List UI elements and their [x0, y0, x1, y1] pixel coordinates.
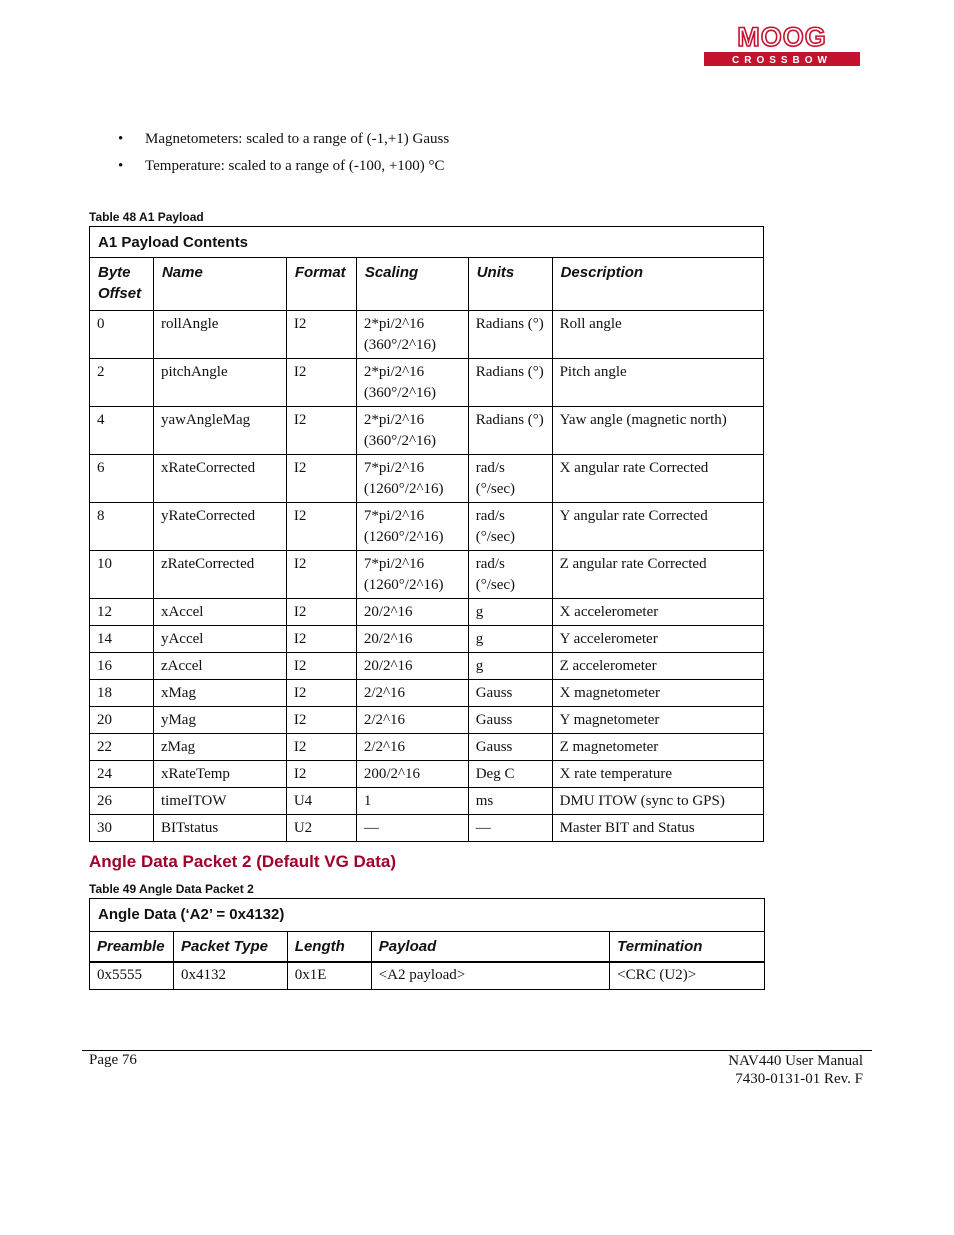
- table-cell: xRateCorrected: [153, 455, 286, 503]
- table-cell: 30: [90, 815, 154, 842]
- table-cell: I2: [286, 311, 356, 359]
- table-cell: I2: [286, 707, 356, 734]
- column-header: Preamble: [90, 932, 174, 963]
- table-row: [90, 962, 765, 990]
- svg-text:MOOG: MOOG: [737, 22, 827, 52]
- table-cell: yAccel: [153, 626, 286, 653]
- table-cell: 200/2^16: [356, 761, 468, 788]
- table-cell: 12: [90, 599, 154, 626]
- table-cell: zAccel: [153, 653, 286, 680]
- table-cell: I2: [286, 680, 356, 707]
- table-row: [90, 551, 764, 599]
- table-cell: rad/s (°/sec): [468, 551, 552, 599]
- table-cell: 10: [90, 551, 154, 599]
- table-cell: 2/2^16: [356, 707, 468, 734]
- bullet-text: Temperature: scaled to a range of (-100, +100) °C: [145, 158, 445, 174]
- section-heading: Angle Data Packet 2 (Default VG Data): [89, 852, 397, 871]
- table-row: [90, 707, 764, 734]
- column-header: Units: [468, 258, 552, 311]
- column-header: Description: [552, 258, 763, 311]
- manual-title: NAV440 User Manual: [728, 1053, 863, 1069]
- table-cell: 14: [90, 626, 154, 653]
- table-cell: X magnetometer: [552, 680, 763, 707]
- table-cell: zMag: [153, 734, 286, 761]
- table-cell: yRateCorrected: [153, 503, 286, 551]
- svg-text:CROSSBOW: CROSSBOW: [732, 55, 832, 66]
- column-header: Format: [286, 258, 356, 311]
- table-cell: 0x4132: [173, 962, 287, 990]
- table-cell: 26: [90, 788, 154, 815]
- table-cell: U4: [286, 788, 356, 815]
- table-cell: U2: [286, 815, 356, 842]
- bullet-list: [112, 128, 449, 182]
- table-cell: 22: [90, 734, 154, 761]
- table-cell: xMag: [153, 680, 286, 707]
- table-cell: 2/2^16: [356, 734, 468, 761]
- table-cell: rad/s (°/sec): [468, 503, 552, 551]
- table-cell: 2*pi/2^16 (360°/2^16): [356, 311, 468, 359]
- bullet-dot-icon: •: [118, 131, 124, 147]
- column-header: Length: [287, 932, 371, 963]
- table-row: [90, 359, 764, 407]
- column-header: Name: [153, 258, 286, 311]
- table-cell: 20/2^16: [356, 599, 468, 626]
- moog-crossbow-logo: [702, 22, 862, 68]
- table-cell: Y magnetometer: [552, 707, 763, 734]
- table-row: [90, 503, 764, 551]
- table-cell: 0: [90, 311, 154, 359]
- angle-data-packet-table: [89, 898, 765, 990]
- table-cell: 16: [90, 653, 154, 680]
- table-cell: Roll angle: [552, 311, 763, 359]
- table-cell: I2: [286, 626, 356, 653]
- bullet-item: [112, 155, 449, 182]
- table-cell: I2: [286, 761, 356, 788]
- column-header: Termination: [610, 932, 765, 963]
- footer-doc-info: [728, 1052, 863, 1088]
- table-cell: 20/2^16: [356, 653, 468, 680]
- table-cell: xRateTemp: [153, 761, 286, 788]
- table-cell: xAccel: [153, 599, 286, 626]
- table-cell: 20: [90, 707, 154, 734]
- table-cell: Y angular rate Corrected: [552, 503, 763, 551]
- table48-title: A1 Payload Contents: [90, 227, 764, 258]
- table-cell: 18: [90, 680, 154, 707]
- table-row: [90, 680, 764, 707]
- table-cell: Radians (°): [468, 311, 552, 359]
- column-header: Payload: [371, 932, 609, 963]
- table-cell: Yaw angle (magnetic north): [552, 407, 763, 455]
- table-cell: yawAngleMag: [153, 407, 286, 455]
- table-cell: g: [468, 626, 552, 653]
- table-cell: 7*pi/2^16 (1260°/2^16): [356, 455, 468, 503]
- table-cell: Master BIT and Status: [552, 815, 763, 842]
- table-cell: Gauss: [468, 680, 552, 707]
- table-row: [90, 653, 764, 680]
- a1-payload-table: [89, 226, 764, 842]
- table49-caption: Table 49 Angle Data Packet 2: [89, 882, 254, 896]
- table-cell: BITstatus: [153, 815, 286, 842]
- column-header: Packet Type: [173, 932, 287, 963]
- table-row: [90, 599, 764, 626]
- table-cell: X rate temperature: [552, 761, 763, 788]
- table-cell: I2: [286, 359, 356, 407]
- table-cell: zRateCorrected: [153, 551, 286, 599]
- table-cell: yMag: [153, 707, 286, 734]
- table-cell: 20/2^16: [356, 626, 468, 653]
- table-cell: 1: [356, 788, 468, 815]
- table-cell: ms: [468, 788, 552, 815]
- bullet-text: Magnetometers: scaled to a range of (-1,+1) Gauss: [145, 131, 450, 147]
- table-cell: I2: [286, 407, 356, 455]
- table-cell: 2/2^16: [356, 680, 468, 707]
- table-cell: 7*pi/2^16 (1260°/2^16): [356, 551, 468, 599]
- table-row: [90, 815, 764, 842]
- table-cell: 8: [90, 503, 154, 551]
- footer-divider: [82, 1050, 872, 1051]
- table-cell: X accelerometer: [552, 599, 763, 626]
- table-cell: <CRC (U2)>: [610, 962, 765, 990]
- table-cell: Radians (°): [468, 407, 552, 455]
- table-cell: Y accelerometer: [552, 626, 763, 653]
- table-cell: Deg C: [468, 761, 552, 788]
- table-row: [90, 455, 764, 503]
- table-cell: I2: [286, 503, 356, 551]
- table-cell: <A2 payload>: [371, 962, 609, 990]
- column-header: Byte Offset: [90, 258, 154, 311]
- table-cell: 4: [90, 407, 154, 455]
- bullet-dot-icon: •: [118, 158, 124, 174]
- table-cell: rollAngle: [153, 311, 286, 359]
- table-cell: Z accelerometer: [552, 653, 763, 680]
- table-cell: Z magnetometer: [552, 734, 763, 761]
- table-row: [90, 734, 764, 761]
- table-row: [90, 761, 764, 788]
- document-number: 7430-0131-01 Rev. F: [735, 1071, 863, 1087]
- table-cell: I2: [286, 734, 356, 761]
- table-cell: Radians (°): [468, 359, 552, 407]
- table-cell: g: [468, 599, 552, 626]
- table-cell: g: [468, 653, 552, 680]
- table-cell: 2: [90, 359, 154, 407]
- table-row: [90, 626, 764, 653]
- table-cell: 6: [90, 455, 154, 503]
- table-cell: Gauss: [468, 734, 552, 761]
- table-cell: Pitch angle: [552, 359, 763, 407]
- column-header: Scaling: [356, 258, 468, 311]
- table-cell: 2*pi/2^16 (360°/2^16): [356, 359, 468, 407]
- table-cell: I2: [286, 653, 356, 680]
- table-cell: 0x5555: [90, 962, 174, 990]
- table-cell: timeITOW: [153, 788, 286, 815]
- table-cell: I2: [286, 455, 356, 503]
- table-cell: Gauss: [468, 707, 552, 734]
- table-cell: 7*pi/2^16 (1260°/2^16): [356, 503, 468, 551]
- table49-title: Angle Data (‘A2’ = 0x4132): [90, 899, 765, 932]
- table-cell: DMU ITOW (sync to GPS): [552, 788, 763, 815]
- bullet-item: [112, 128, 449, 155]
- table-cell: 24: [90, 761, 154, 788]
- table-cell: rad/s (°/sec): [468, 455, 552, 503]
- table-row: [90, 788, 764, 815]
- table-cell: —: [356, 815, 468, 842]
- table-cell: 2*pi/2^16 (360°/2^16): [356, 407, 468, 455]
- table-cell: I2: [286, 599, 356, 626]
- table-cell: —: [468, 815, 552, 842]
- table-cell: I2: [286, 551, 356, 599]
- table-cell: pitchAngle: [153, 359, 286, 407]
- table-cell: 0x1E: [287, 962, 371, 990]
- table48-caption: Table 48 A1 Payload: [89, 210, 204, 224]
- table-row: [90, 407, 764, 455]
- table-cell: X angular rate Corrected: [552, 455, 763, 503]
- table-row: [90, 311, 764, 359]
- page-number: Page 76: [89, 1052, 137, 1068]
- table-cell: Z angular rate Corrected: [552, 551, 763, 599]
